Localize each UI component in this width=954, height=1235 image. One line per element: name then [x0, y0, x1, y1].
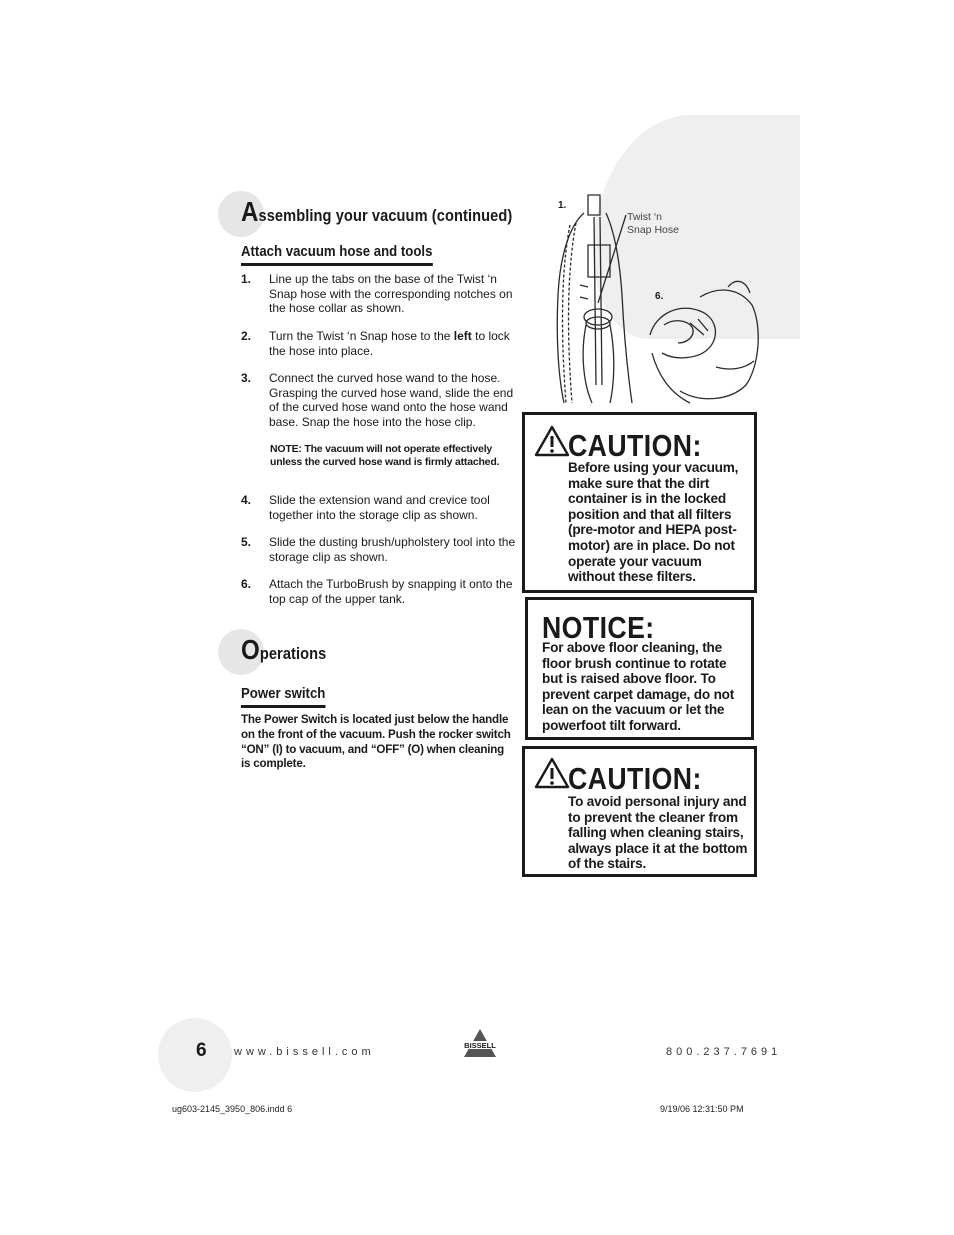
- step-2: [241, 329, 521, 358]
- notice-box: [525, 597, 754, 740]
- step-text: Attach the TurboBrush by snapping it onto the top cap of the upper tank.: [269, 577, 513, 606]
- step-text: Connect the curved hose wand to the hose. Grasping the curved hose wand, slide the end of the curved hose wand onto the hose wand base. Snap the hose into the hose clip.: [269, 371, 514, 429]
- caution-heading: CAUTION:: [568, 428, 702, 463]
- vacuum-illustration: [540, 185, 770, 407]
- caution-body: Before using your vacuum, make sure that the dirt container is in the locked position and that all filters (pre-motor and HEPA post-motor) are in place. Do not operate your vacuum without these filters.: [568, 460, 739, 585]
- caution-box-2: [522, 746, 757, 877]
- section-title-operations: [241, 634, 326, 666]
- svg-text:BISSELL: BISSELL: [464, 1041, 496, 1050]
- step-4: [241, 493, 521, 522]
- figure-label-6: 6.: [655, 291, 664, 302]
- caution-heading: CAUTION:: [568, 761, 702, 796]
- step-5: [241, 535, 521, 564]
- slug-file: ug603-2145_3950_806.indd 6: [172, 1104, 293, 1114]
- bissell-logo-icon: [460, 1028, 500, 1058]
- subhead-attach-hose: Attach vacuum hose and tools: [241, 243, 432, 266]
- step-number: 1.: [241, 272, 252, 286]
- section-title-assembling: [241, 196, 512, 228]
- step-text: Slide the dusting brush/upholstery tool into the storage clip as shown.: [269, 535, 516, 564]
- caution-box-1: [522, 412, 757, 593]
- footer-phone: 800.237.7691: [666, 1046, 782, 1058]
- step-text: Turn the Twist ‘n Snap hose to the left to lock the hose into place.: [269, 329, 510, 358]
- step-number: 3.: [241, 371, 252, 385]
- step-6: [241, 577, 521, 606]
- warning-triangle-icon: [534, 425, 570, 457]
- step-number: 2.: [241, 329, 252, 343]
- slug-datetime: 9/19/06 12:31:50 PM: [660, 1104, 744, 1114]
- step-number: 6.: [241, 577, 252, 591]
- step-number: 4.: [241, 493, 252, 507]
- step-number: 5.: [241, 535, 252, 549]
- notice-heading: NOTICE:: [542, 610, 655, 645]
- figure-callout-hose: Twist ‘n Snap Hose: [627, 211, 679, 236]
- warning-triangle-icon: [534, 757, 570, 789]
- step-text: Slide the extension wand and crevice tool together into the storage clip as shown.: [269, 493, 490, 522]
- figure-label-1: 1.: [558, 200, 567, 211]
- step-1: [241, 272, 521, 316]
- section-initial: A: [241, 196, 259, 227]
- subhead-power-switch: Power switch: [241, 685, 325, 708]
- step-3: [241, 371, 521, 429]
- caution-body: To avoid personal injury and to prevent the cleaner from falling when cleaning stairs, always place it at the bottom of the stairs.: [568, 794, 748, 872]
- power-switch-text: The Power Switch is located just below the handle on the front of the vacuum. Push the rocker switch “ON” (I) to vacuum, and “OFF” (O) when cleaning is complete.: [241, 713, 511, 771]
- section-initial: O: [241, 634, 260, 665]
- section-title-rest: ssembling your vacuum (continued): [258, 206, 513, 225]
- page-number-circle: [158, 1018, 232, 1092]
- section-title-rest: perations: [259, 644, 327, 663]
- notice-body: For above floor cleaning, the floor brush continue to rotate but is raised above floor. To prevent carpet damage, do not lean on the vacuum or let the powerfoot tilt forward.: [542, 640, 735, 733]
- note-text: NOTE: The vacuum will not operate effectively unless the curved hose wand is firmly attached.: [270, 443, 500, 468]
- step-text: Line up the tabs on the base of the Twist ‘n Snap hose with the corresponding notches on the hose collar as shown.: [269, 272, 513, 316]
- footer-website: www.bissell.com: [234, 1046, 375, 1058]
- page-number: 6: [196, 1040, 207, 1061]
